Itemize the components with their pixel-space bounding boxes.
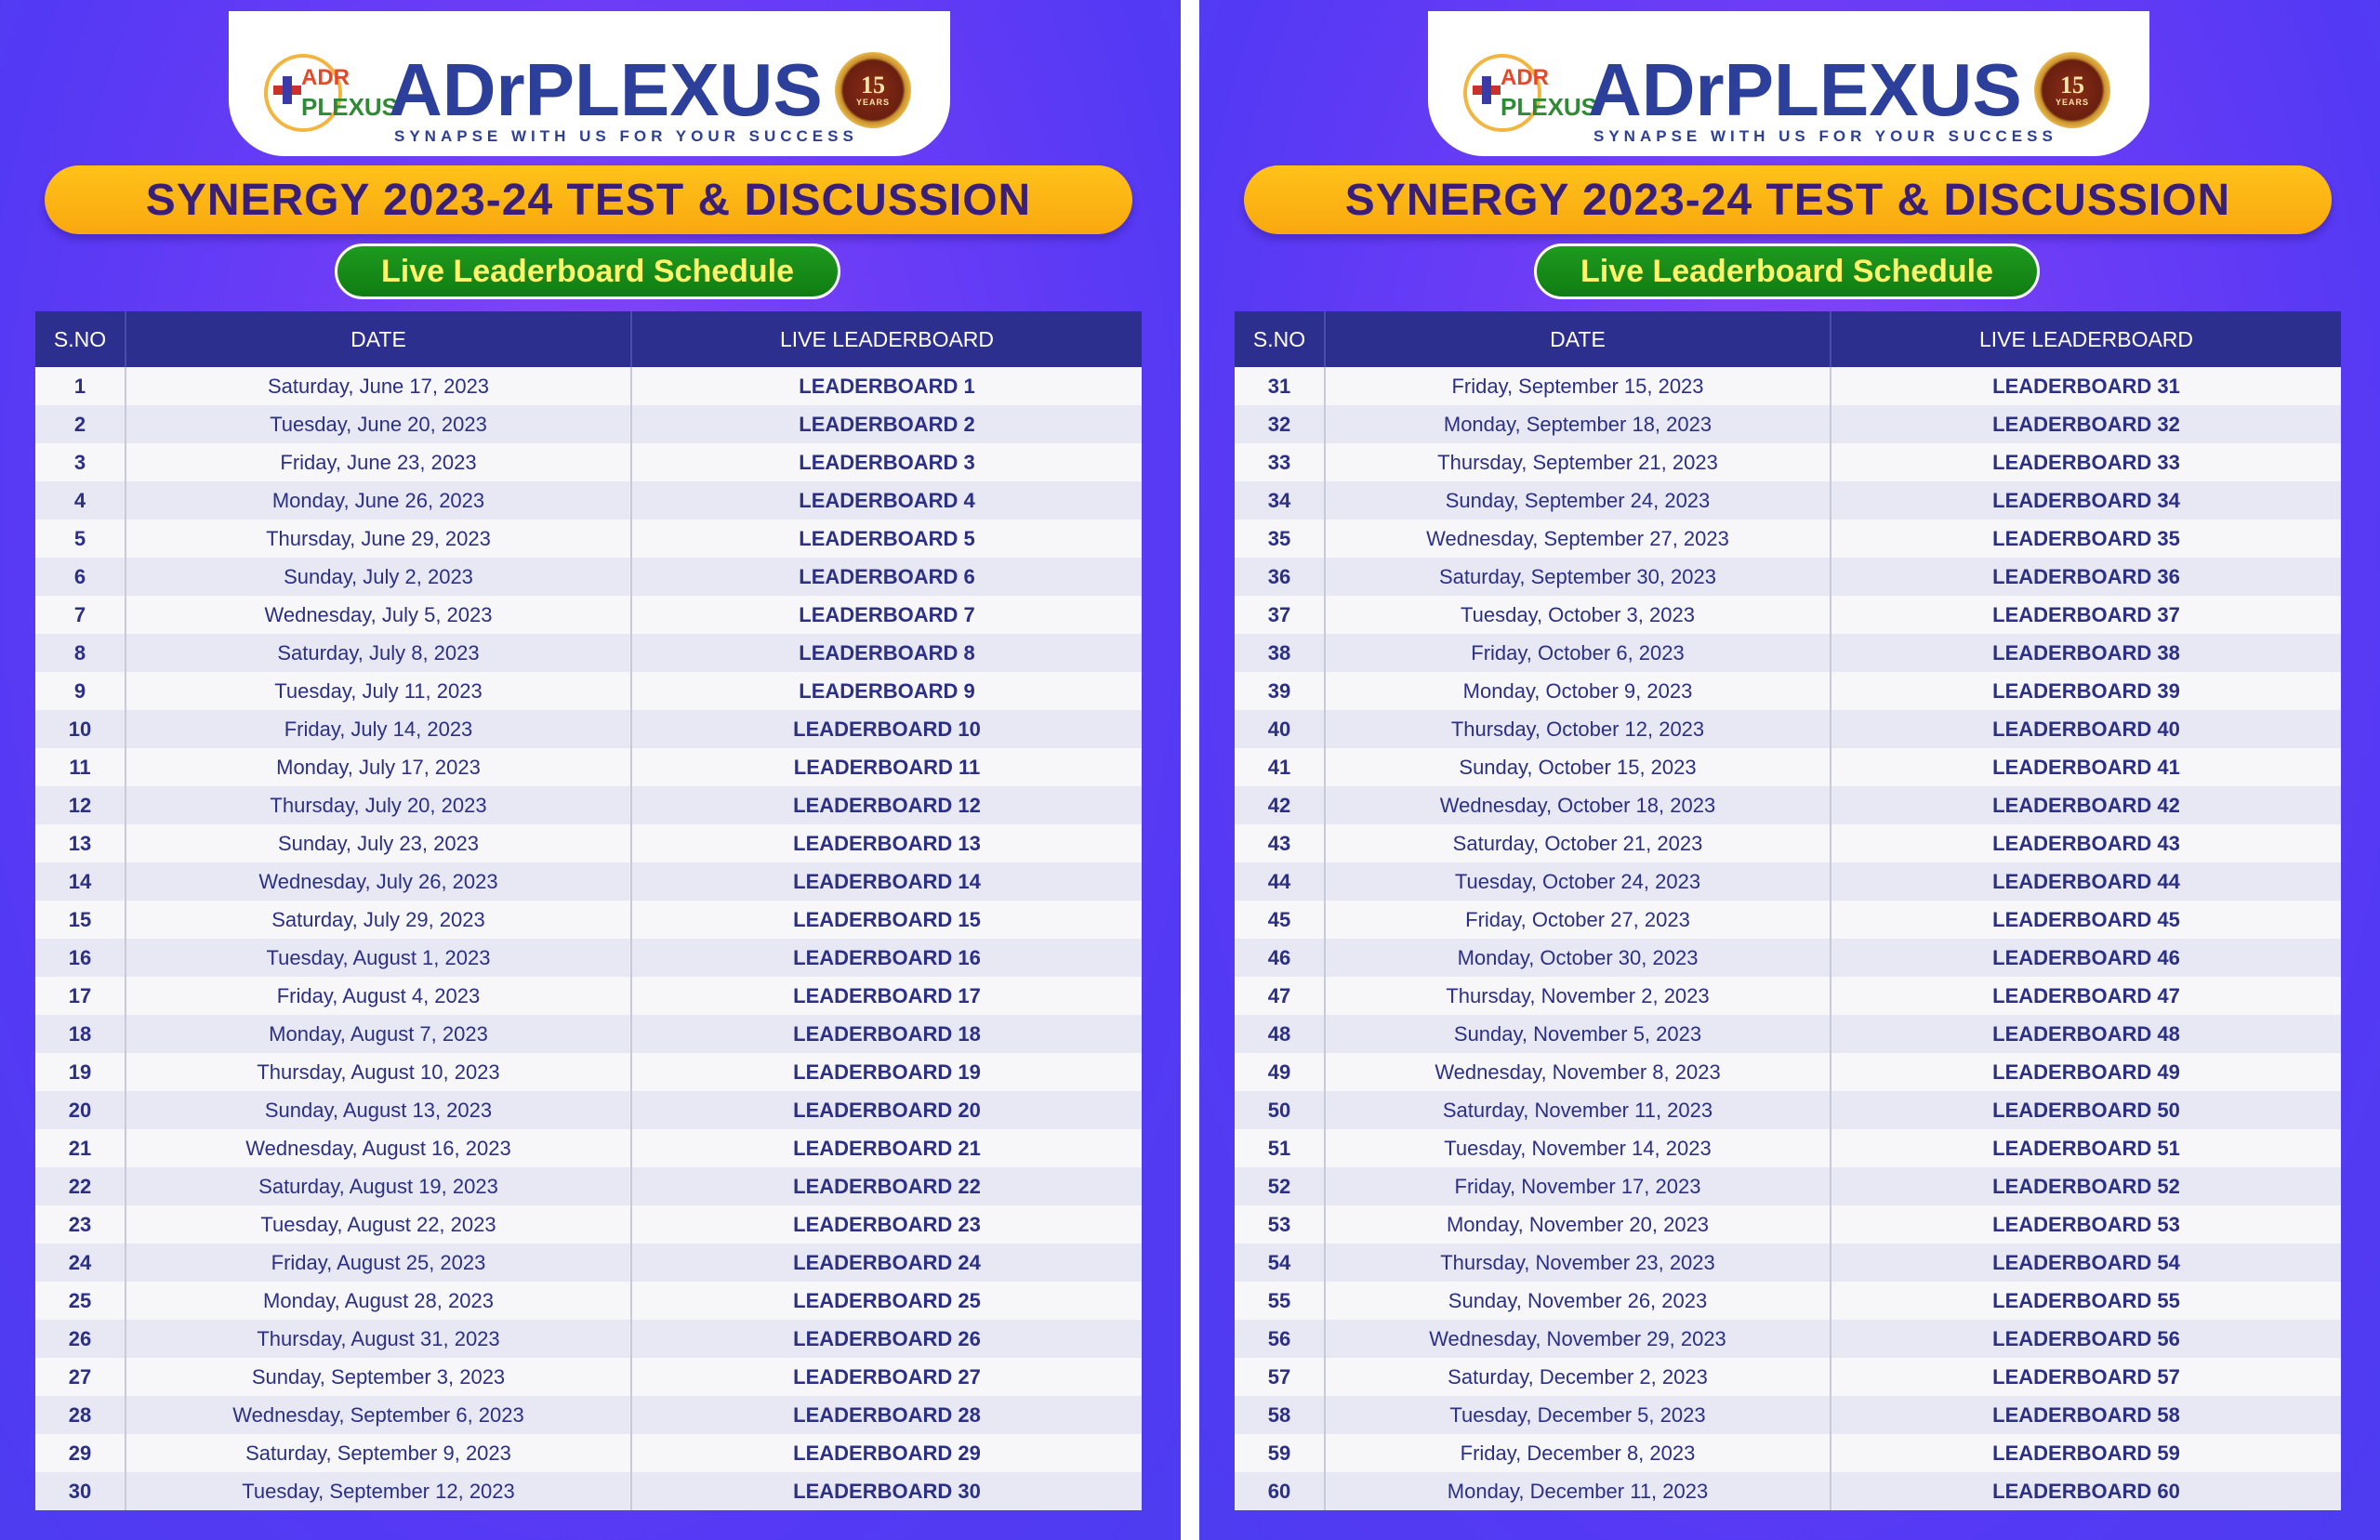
table-row xyxy=(35,901,1142,939)
row-sno: 7 xyxy=(35,596,126,634)
row-sno: 25 xyxy=(35,1282,126,1320)
row-leaderboard: LEADERBOARD 10 xyxy=(793,717,981,741)
row-sno: 42 xyxy=(1235,786,1326,824)
row-leaderboard: LEADERBOARD 16 xyxy=(793,945,981,969)
row-leaderboard: LEADERBOARD 7 xyxy=(799,602,975,626)
row-leaderboard: LEADERBOARD 24 xyxy=(793,1250,981,1274)
row-sno: 14 xyxy=(35,862,126,901)
table-row xyxy=(35,1282,1142,1320)
table-row xyxy=(1235,786,2341,824)
row-sno: 30 xyxy=(35,1472,126,1510)
row-date: Sunday, August 13, 2023 xyxy=(126,1091,632,1129)
row-leaderboard: LEADERBOARD 11 xyxy=(793,755,981,779)
row-sno: 47 xyxy=(1235,977,1326,1015)
row-date: Friday, December 8, 2023 xyxy=(1326,1434,1831,1472)
row-date: Monday, August 7, 2023 xyxy=(126,1015,632,1053)
row-leaderboard: LEADERBOARD 20 xyxy=(793,1098,981,1122)
row-sno: 17 xyxy=(35,977,126,1015)
row-sno: 20 xyxy=(35,1091,126,1129)
row-date: Friday, October 6, 2023 xyxy=(1326,634,1831,672)
row-leaderboard: LEADERBOARD 6 xyxy=(799,564,975,588)
row-date: Friday, August 4, 2023 xyxy=(126,977,632,1015)
row-leaderboard: LEADERBOARD 3 xyxy=(799,450,975,474)
table-row xyxy=(35,1472,1142,1510)
table-row xyxy=(35,1358,1142,1396)
row-leaderboard: LEADERBOARD 43 xyxy=(1992,831,2180,855)
row-date: Wednesday, September 6, 2023 xyxy=(126,1396,632,1434)
row-leaderboard: LEADERBOARD 53 xyxy=(1992,1212,2180,1236)
row-leaderboard: LEADERBOARD 34 xyxy=(1992,488,2180,512)
row-leaderboard: LEADERBOARD 59 xyxy=(1992,1441,2180,1465)
row-sno: 12 xyxy=(35,786,126,824)
row-leaderboard: LEADERBOARD 57 xyxy=(1992,1364,2180,1389)
brand-tagline: SYNAPSE WITH US FOR YOUR SUCCESS xyxy=(394,127,858,145)
table-row xyxy=(1235,443,2341,481)
row-date: Wednesday, October 18, 2023 xyxy=(1326,786,1831,824)
row-leaderboard: LEADERBOARD 50 xyxy=(1992,1098,2180,1122)
table-row xyxy=(35,1015,1142,1053)
row-leaderboard: LEADERBOARD 32 xyxy=(1992,412,2180,436)
row-date: Saturday, August 19, 2023 xyxy=(126,1167,632,1205)
row-leaderboard: LEADERBOARD 21 xyxy=(793,1136,981,1160)
row-sno: 6 xyxy=(35,558,126,596)
table-row xyxy=(1235,1472,2341,1510)
row-sno: 50 xyxy=(1235,1091,1326,1129)
table-row xyxy=(35,1320,1142,1358)
row-date: Thursday, August 31, 2023 xyxy=(126,1320,632,1358)
brand-tagline: SYNAPSE WITH US FOR YOUR SUCCESS xyxy=(1593,127,2057,145)
row-date: Monday, November 20, 2023 xyxy=(1326,1205,1831,1244)
row-leaderboard: LEADERBOARD 22 xyxy=(793,1174,981,1198)
table-row xyxy=(1235,520,2341,558)
row-sno: 56 xyxy=(1235,1320,1326,1358)
schedule-table xyxy=(1235,311,2341,1510)
row-leaderboard: LEADERBOARD 30 xyxy=(793,1479,981,1503)
row-date: Tuesday, June 20, 2023 xyxy=(126,405,632,443)
row-sno: 38 xyxy=(1235,634,1326,672)
table-row xyxy=(35,1129,1142,1167)
table-row xyxy=(35,862,1142,901)
row-date: Tuesday, December 5, 2023 xyxy=(1326,1396,1831,1434)
row-sno: 16 xyxy=(35,939,126,977)
table-row xyxy=(1235,405,2341,443)
table-row xyxy=(35,1244,1142,1282)
row-leaderboard: LEADERBOARD 45 xyxy=(1992,907,2180,931)
row-sno: 1 xyxy=(35,367,126,405)
row-leaderboard: LEADERBOARD 36 xyxy=(1992,564,2180,588)
row-sno: 15 xyxy=(35,901,126,939)
row-date: Saturday, December 2, 2023 xyxy=(1326,1358,1831,1396)
row-sno: 55 xyxy=(1235,1282,1326,1320)
row-leaderboard: LEADERBOARD 55 xyxy=(1992,1288,2180,1312)
row-leaderboard: LEADERBOARD 25 xyxy=(793,1288,981,1312)
row-date: Thursday, September 21, 2023 xyxy=(1326,443,1831,481)
table-row xyxy=(1235,1205,2341,1244)
row-sno: 34 xyxy=(1235,481,1326,520)
table-row xyxy=(35,405,1142,443)
page-title: SYNERGY 2023-24 TEST & DISCUSSION xyxy=(1344,175,2231,225)
badge-text-top: ADR xyxy=(301,65,350,90)
row-date: Tuesday, July 11, 2023 xyxy=(126,672,632,710)
row-date: Thursday, June 29, 2023 xyxy=(126,520,632,558)
row-sno: 27 xyxy=(35,1358,126,1396)
row-date: Friday, November 17, 2023 xyxy=(1326,1167,1831,1205)
row-leaderboard: LEADERBOARD 56 xyxy=(1992,1326,2180,1350)
row-leaderboard: LEADERBOARD 4 xyxy=(799,488,975,512)
table-row xyxy=(35,824,1142,862)
row-sno: 13 xyxy=(35,824,126,862)
table-row xyxy=(1235,1282,2341,1320)
anniversary-medal-icon xyxy=(2034,52,2110,128)
row-sno: 36 xyxy=(1235,558,1326,596)
row-leaderboard: LEADERBOARD 47 xyxy=(1992,983,2180,1007)
row-leaderboard: LEADERBOARD 37 xyxy=(1992,602,2180,626)
row-leaderboard: LEADERBOARD 8 xyxy=(799,640,975,665)
header-leaderboard: LIVE LEADERBOARD xyxy=(779,326,995,351)
table-row xyxy=(35,939,1142,977)
table-row xyxy=(35,1396,1142,1434)
row-date: Thursday, August 10, 2023 xyxy=(126,1053,632,1091)
table-row xyxy=(1235,634,2341,672)
table-row xyxy=(1235,1129,2341,1167)
table-row xyxy=(35,1205,1142,1244)
table-row xyxy=(35,367,1142,405)
row-date: Thursday, October 12, 2023 xyxy=(1326,710,1831,748)
row-sno: 19 xyxy=(35,1053,126,1091)
page-subtitle: Live Leaderboard Schedule xyxy=(1580,253,1994,289)
row-date: Monday, October 30, 2023 xyxy=(1326,939,1831,977)
schedule-table xyxy=(35,311,1142,1510)
table-row xyxy=(1235,596,2341,634)
row-sno: 45 xyxy=(1235,901,1326,939)
row-date: Friday, July 14, 2023 xyxy=(126,710,632,748)
subtitle-pill xyxy=(1534,244,2040,299)
table-row xyxy=(35,596,1142,634)
table-header xyxy=(1235,311,2341,367)
header-sno: S.NO xyxy=(1235,311,1326,367)
table-row xyxy=(1235,1396,2341,1434)
brand-name: ADrPLEXUS xyxy=(1588,48,2022,131)
row-date: Wednesday, November 8, 2023 xyxy=(1326,1053,1831,1091)
row-sno: 24 xyxy=(35,1244,126,1282)
row-date: Wednesday, August 16, 2023 xyxy=(126,1129,632,1167)
row-date: Tuesday, August 22, 2023 xyxy=(126,1205,632,1244)
table-body xyxy=(1235,367,2341,1510)
row-leaderboard: LEADERBOARD 39 xyxy=(1992,678,2180,703)
table-row xyxy=(35,520,1142,558)
medal-text: YEARS xyxy=(2055,98,2089,107)
row-sno: 54 xyxy=(1235,1244,1326,1282)
table-row xyxy=(35,1167,1142,1205)
table-row xyxy=(1235,862,2341,901)
table-row xyxy=(1235,901,2341,939)
row-date: Saturday, July 8, 2023 xyxy=(126,634,632,672)
row-date: Thursday, July 20, 2023 xyxy=(126,786,632,824)
table-row xyxy=(1235,481,2341,520)
medal-number: 15 xyxy=(2060,72,2084,99)
row-sno: 21 xyxy=(35,1129,126,1167)
row-date: Sunday, October 15, 2023 xyxy=(1326,748,1831,786)
row-date: Saturday, November 11, 2023 xyxy=(1326,1091,1831,1129)
schedule-panel-right xyxy=(1199,0,2380,1540)
table-row xyxy=(35,634,1142,672)
row-sno: 32 xyxy=(1235,405,1326,443)
row-sno: 46 xyxy=(1235,939,1326,977)
title-banner xyxy=(1244,165,2332,234)
row-date: Sunday, September 24, 2023 xyxy=(1326,481,1831,520)
row-sno: 2 xyxy=(35,405,126,443)
row-date: Saturday, September 9, 2023 xyxy=(126,1434,632,1472)
row-date: Thursday, November 2, 2023 xyxy=(1326,977,1831,1015)
row-leaderboard: LEADERBOARD 9 xyxy=(799,678,975,703)
badge-text-bottom: PLEXUS xyxy=(301,93,399,121)
row-leaderboard: LEADERBOARD 35 xyxy=(1992,526,2180,550)
row-leaderboard: LEADERBOARD 33 xyxy=(1992,450,2180,474)
row-sno: 48 xyxy=(1235,1015,1326,1053)
table-row xyxy=(35,1091,1142,1129)
table-row xyxy=(35,1434,1142,1472)
row-sno: 39 xyxy=(1235,672,1326,710)
row-leaderboard: LEADERBOARD 5 xyxy=(799,526,975,550)
table-row xyxy=(35,558,1142,596)
row-sno: 53 xyxy=(1235,1205,1326,1244)
table-row xyxy=(1235,1053,2341,1091)
row-date: Friday, September 15, 2023 xyxy=(1326,367,1831,405)
row-sno: 58 xyxy=(1235,1396,1326,1434)
row-sno: 49 xyxy=(1235,1053,1326,1091)
table-row xyxy=(1235,1015,2341,1053)
row-leaderboard: LEADERBOARD 26 xyxy=(793,1326,981,1350)
header-leaderboard: LIVE LEADERBOARD xyxy=(1978,326,2194,351)
row-sno: 35 xyxy=(1235,520,1326,558)
table-row xyxy=(1235,1244,2341,1282)
row-leaderboard: LEADERBOARD 14 xyxy=(793,869,981,893)
table-row xyxy=(1235,1167,2341,1205)
row-leaderboard: LEADERBOARD 58 xyxy=(1992,1402,2180,1427)
row-sno: 59 xyxy=(1235,1434,1326,1472)
row-leaderboard: LEADERBOARD 23 xyxy=(793,1212,981,1236)
row-leaderboard: LEADERBOARD 49 xyxy=(1992,1060,2180,1084)
row-date: Wednesday, September 27, 2023 xyxy=(1326,520,1831,558)
row-date: Saturday, June 17, 2023 xyxy=(126,367,632,405)
row-leaderboard: LEADERBOARD 12 xyxy=(793,793,981,817)
table-row xyxy=(1235,939,2341,977)
row-sno: 11 xyxy=(35,748,126,786)
logo-card xyxy=(1428,11,2149,156)
row-sno: 51 xyxy=(1235,1129,1326,1167)
row-leaderboard: LEADERBOARD 54 xyxy=(1992,1250,2180,1274)
row-sno: 52 xyxy=(1235,1167,1326,1205)
schedule-panel-left xyxy=(0,0,1181,1540)
row-leaderboard: LEADERBOARD 27 xyxy=(793,1364,981,1389)
row-leaderboard: LEADERBOARD 51 xyxy=(1992,1136,2180,1160)
row-date: Friday, August 25, 2023 xyxy=(126,1244,632,1282)
table-row xyxy=(35,748,1142,786)
medal-text: YEARS xyxy=(855,98,890,107)
row-date: Sunday, July 23, 2023 xyxy=(126,824,632,862)
row-date: Saturday, September 30, 2023 xyxy=(1326,558,1831,596)
table-row xyxy=(35,1053,1142,1091)
row-date: Friday, June 23, 2023 xyxy=(126,443,632,481)
row-date: Sunday, November 5, 2023 xyxy=(1326,1015,1831,1053)
table-row xyxy=(35,443,1142,481)
row-leaderboard: LEADERBOARD 44 xyxy=(1992,869,2180,893)
row-leaderboard: LEADERBOARD 28 xyxy=(793,1402,981,1427)
row-date: Sunday, November 26, 2023 xyxy=(1326,1282,1831,1320)
row-leaderboard: LEADERBOARD 42 xyxy=(1992,793,2180,817)
table-row xyxy=(1235,977,2341,1015)
row-leaderboard: LEADERBOARD 38 xyxy=(1992,640,2180,665)
table-row xyxy=(35,672,1142,710)
row-date: Tuesday, August 1, 2023 xyxy=(126,939,632,977)
row-leaderboard: LEADERBOARD 15 xyxy=(793,907,981,931)
table-row xyxy=(1235,367,2341,405)
row-sno: 10 xyxy=(35,710,126,748)
header-date: DATE xyxy=(1326,311,1831,367)
row-sno: 43 xyxy=(1235,824,1326,862)
row-leaderboard: LEADERBOARD 1 xyxy=(799,374,975,398)
row-date: Sunday, September 3, 2023 xyxy=(126,1358,632,1396)
subtitle-pill xyxy=(335,244,840,299)
badge-text-bottom: PLEXUS xyxy=(1501,93,1598,121)
table-row xyxy=(1235,672,2341,710)
row-sno: 37 xyxy=(1235,596,1326,634)
row-date: Friday, October 27, 2023 xyxy=(1326,901,1831,939)
row-leaderboard: LEADERBOARD 40 xyxy=(1992,717,2180,741)
row-sno: 18 xyxy=(35,1015,126,1053)
page-title: SYNERGY 2023-24 TEST & DISCUSSION xyxy=(145,175,1032,225)
row-leaderboard: LEADERBOARD 13 xyxy=(793,831,981,855)
row-leaderboard: LEADERBOARD 31 xyxy=(1992,374,2180,398)
row-sno: 33 xyxy=(1235,443,1326,481)
row-date: Tuesday, November 14, 2023 xyxy=(1326,1129,1831,1167)
header-date: DATE xyxy=(126,311,632,367)
row-date: Tuesday, September 12, 2023 xyxy=(126,1472,632,1510)
row-sno: 57 xyxy=(1235,1358,1326,1396)
row-leaderboard: LEADERBOARD 52 xyxy=(1992,1174,2180,1198)
row-date: Tuesday, October 3, 2023 xyxy=(1326,596,1831,634)
row-sno: 9 xyxy=(35,672,126,710)
table-row xyxy=(1235,1358,2341,1396)
row-sno: 44 xyxy=(1235,862,1326,901)
row-leaderboard: LEADERBOARD 60 xyxy=(1992,1479,2180,1503)
row-leaderboard: LEADERBOARD 18 xyxy=(793,1021,981,1046)
row-leaderboard: LEADERBOARD 2 xyxy=(799,412,975,436)
brand-name: ADrPLEXUS xyxy=(389,48,823,131)
table-row xyxy=(1235,558,2341,596)
row-sno: 29 xyxy=(35,1434,126,1472)
header-sno: S.NO xyxy=(35,311,126,367)
table-body xyxy=(35,367,1142,1510)
logo-card xyxy=(229,11,950,156)
table-row xyxy=(35,481,1142,520)
table-row xyxy=(1235,824,2341,862)
anniversary-medal-icon xyxy=(835,52,911,128)
row-date: Monday, August 28, 2023 xyxy=(126,1282,632,1320)
row-date: Wednesday, July 5, 2023 xyxy=(126,596,632,634)
row-sno: 4 xyxy=(35,481,126,520)
table-row xyxy=(1235,710,2341,748)
table-row xyxy=(1235,1320,2341,1358)
table-row xyxy=(35,977,1142,1015)
table-row xyxy=(35,710,1142,748)
row-leaderboard: LEADERBOARD 48 xyxy=(1992,1021,2180,1046)
row-leaderboard: LEADERBOARD 29 xyxy=(793,1441,981,1465)
row-sno: 3 xyxy=(35,443,126,481)
table-header xyxy=(35,311,1142,367)
row-sno: 31 xyxy=(1235,367,1326,405)
row-date: Monday, September 18, 2023 xyxy=(1326,405,1831,443)
table-row xyxy=(1235,1434,2341,1472)
page-subtitle: Live Leaderboard Schedule xyxy=(380,253,795,289)
row-date: Monday, December 11, 2023 xyxy=(1326,1472,1831,1510)
row-date: Sunday, July 2, 2023 xyxy=(126,558,632,596)
row-sno: 5 xyxy=(35,520,126,558)
row-date: Wednesday, November 29, 2023 xyxy=(1326,1320,1831,1358)
row-date: Saturday, October 21, 2023 xyxy=(1326,824,1831,862)
row-leaderboard: LEADERBOARD 41 xyxy=(1992,755,2180,779)
row-sno: 41 xyxy=(1235,748,1326,786)
row-sno: 8 xyxy=(35,634,126,672)
row-date: Monday, July 17, 2023 xyxy=(126,748,632,786)
badge-text-top: ADR xyxy=(1501,65,1549,90)
table-row xyxy=(35,786,1142,824)
row-date: Monday, June 26, 2023 xyxy=(126,481,632,520)
row-sno: 26 xyxy=(35,1320,126,1358)
table-row xyxy=(1235,1091,2341,1129)
row-sno: 40 xyxy=(1235,710,1326,748)
row-sno: 23 xyxy=(35,1205,126,1244)
row-date: Wednesday, July 26, 2023 xyxy=(126,862,632,901)
medal-number: 15 xyxy=(861,72,885,99)
row-leaderboard: LEADERBOARD 19 xyxy=(793,1060,981,1084)
row-date: Tuesday, October 24, 2023 xyxy=(1326,862,1831,901)
row-date: Monday, October 9, 2023 xyxy=(1326,672,1831,710)
row-leaderboard: LEADERBOARD 46 xyxy=(1992,945,2180,969)
title-banner xyxy=(45,165,1132,234)
row-sno: 22 xyxy=(35,1167,126,1205)
row-date: Saturday, July 29, 2023 xyxy=(126,901,632,939)
row-sno: 60 xyxy=(1235,1472,1326,1510)
row-date: Thursday, November 23, 2023 xyxy=(1326,1244,1831,1282)
table-row xyxy=(1235,748,2341,786)
row-leaderboard: LEADERBOARD 17 xyxy=(793,983,981,1007)
row-sno: 28 xyxy=(35,1396,126,1434)
